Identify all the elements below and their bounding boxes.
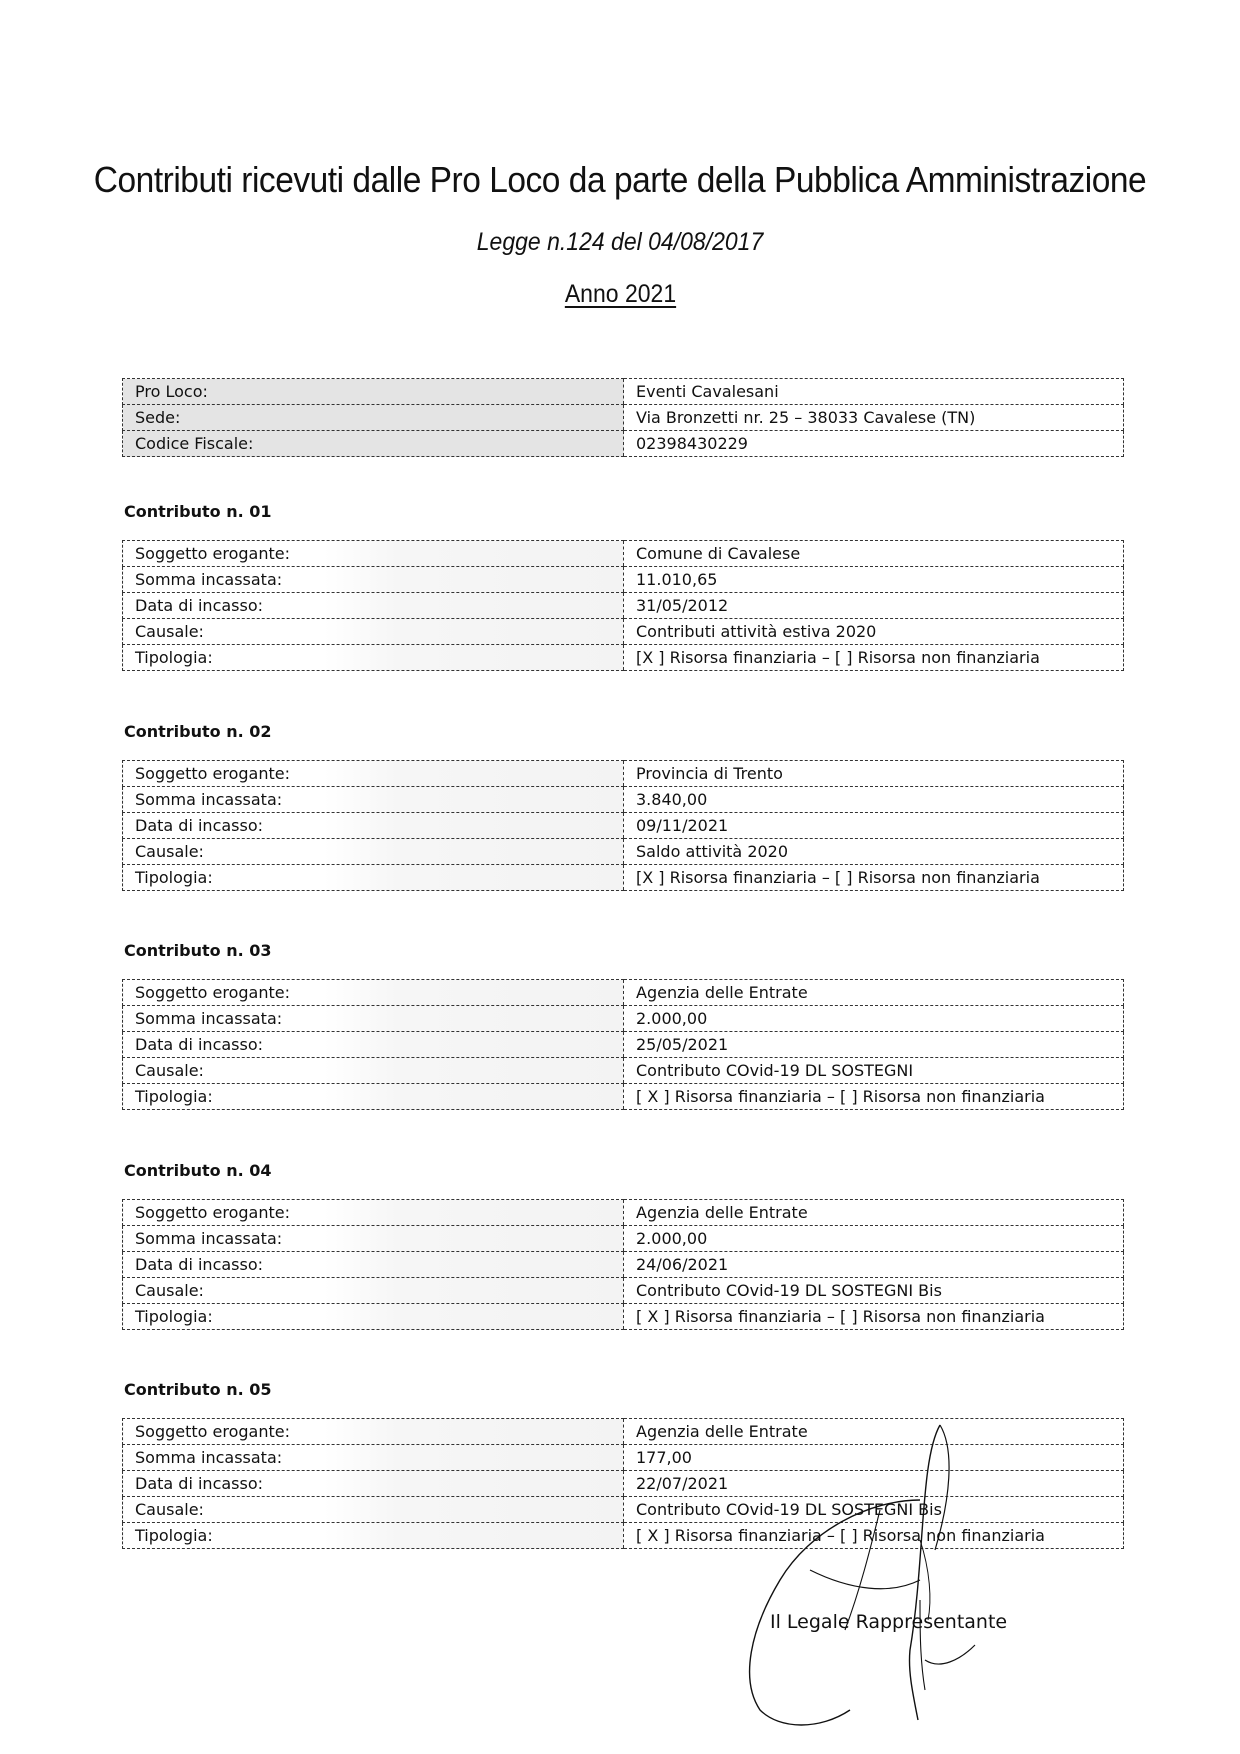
- field-value: 2.000,00: [624, 1006, 1124, 1032]
- field-value: 177,00: [624, 1445, 1124, 1471]
- field-value: Provincia di Trento: [624, 761, 1124, 787]
- info-label: Codice Fiscale:: [123, 431, 624, 457]
- pro-loco-info-table: [122, 378, 1124, 457]
- signature-label: Il Legale Rappresentante: [770, 1611, 1008, 1633]
- field-label: Soggetto erogante:: [123, 980, 624, 1006]
- contributo-heading-05: Contributo n. 05: [124, 1380, 272, 1399]
- contributo-row-causale: [123, 1278, 1124, 1304]
- field-label: Causale:: [123, 839, 624, 865]
- field-label: Somma incassata:: [123, 567, 624, 593]
- field-label: Somma incassata:: [123, 1445, 624, 1471]
- contributo-heading-03: Contributo n. 03: [124, 941, 272, 960]
- contributo-row-causale: [123, 1058, 1124, 1084]
- contributo-row-soggetto: [123, 1200, 1124, 1226]
- field-label: Data di incasso:: [123, 813, 624, 839]
- contributo-row-somma: [123, 1006, 1124, 1032]
- field-label: Causale:: [123, 619, 624, 645]
- contributo-row-causale: [123, 619, 1124, 645]
- field-value: Agenzia delle Entrate: [624, 1419, 1124, 1445]
- info-value: Via Bronzetti nr. 25 – 38033 Cavalese (TN): [624, 405, 1124, 431]
- contributo-heading-01: Contributo n. 01: [124, 502, 272, 521]
- info-value: 02398430229: [624, 431, 1124, 457]
- field-label: Data di incasso:: [123, 1252, 624, 1278]
- info-row-sede: [123, 405, 1124, 431]
- contributo-table-04: [122, 1199, 1124, 1330]
- contributo-row-tipologia: [123, 865, 1124, 891]
- contributo-row-data: [123, 593, 1124, 619]
- field-value: Contributi attività estiva 2020: [624, 619, 1124, 645]
- info-row-codice-fiscale: [123, 431, 1124, 457]
- field-label: Somma incassata:: [123, 787, 624, 813]
- field-label: Data di incasso:: [123, 1032, 624, 1058]
- field-value: 22/07/2021: [624, 1471, 1124, 1497]
- field-value: [ X ] Risorsa finanziaria – [ ] Risorsa non finanziaria: [624, 1084, 1124, 1110]
- field-value: [X ] Risorsa finanziaria – [ ] Risorsa non finanziaria: [624, 645, 1124, 671]
- field-value: 2.000,00: [624, 1226, 1124, 1252]
- contributo-row-data: [123, 1032, 1124, 1058]
- info-row-pro-loco: [123, 379, 1124, 405]
- document-year: [0, 278, 1240, 310]
- field-value: Contributo COvid-19 DL SOSTEGNI Bis: [624, 1497, 1124, 1523]
- field-label: Tipologia:: [123, 1523, 624, 1549]
- field-value: 31/05/2012: [624, 593, 1124, 619]
- contributo-row-tipologia: [123, 1304, 1124, 1330]
- contributo-row-causale: [123, 839, 1124, 865]
- field-value: [X ] Risorsa finanziaria – [ ] Risorsa non finanziaria: [624, 865, 1124, 891]
- field-value: 24/06/2021: [624, 1252, 1124, 1278]
- field-value: Agenzia delle Entrate: [624, 1200, 1124, 1226]
- field-label: Soggetto erogante:: [123, 761, 624, 787]
- contributo-table-01: [122, 540, 1124, 671]
- field-label: Tipologia:: [123, 865, 624, 891]
- field-label: Somma incassata:: [123, 1006, 624, 1032]
- field-value: Contributo COvid-19 DL SOSTEGNI: [624, 1058, 1124, 1084]
- contributo-row-somma: [123, 567, 1124, 593]
- contributo-row-somma: [123, 1226, 1124, 1252]
- contributo-row-soggetto: [123, 541, 1124, 567]
- field-label: Causale:: [123, 1058, 624, 1084]
- field-label: Tipologia:: [123, 645, 624, 671]
- law-reference: Legge n.124 del 04/08/2017: [476, 228, 764, 256]
- field-value: [ X ] Risorsa finanziaria – [ ] Risorsa non finanziaria: [624, 1304, 1124, 1330]
- field-label: Causale:: [123, 1278, 624, 1304]
- field-label: Data di incasso:: [123, 1471, 624, 1497]
- year-label: Anno 2021: [564, 280, 676, 308]
- field-label: Causale:: [123, 1497, 624, 1523]
- info-label: Sede:: [123, 405, 624, 431]
- contributo-row-data: [123, 813, 1124, 839]
- field-label: Soggetto erogante:: [123, 1200, 624, 1226]
- field-label: Soggetto erogante:: [123, 1419, 624, 1445]
- field-label: Soggetto erogante:: [123, 541, 624, 567]
- field-label: Tipologia:: [123, 1304, 624, 1330]
- field-value: 25/05/2021: [624, 1032, 1124, 1058]
- contributo-row-soggetto: [123, 980, 1124, 1006]
- contributo-row-tipologia: [123, 645, 1124, 671]
- field-value: Comune di Cavalese: [624, 541, 1124, 567]
- contributo-table-02: [122, 760, 1124, 891]
- field-label: Tipologia:: [123, 1084, 624, 1110]
- field-value: Contributo COvid-19 DL SOSTEGNI Bis: [624, 1278, 1124, 1304]
- contributo-heading-02: Contributo n. 02: [124, 722, 272, 741]
- info-value: Eventi Cavalesani: [624, 379, 1124, 405]
- field-value: Agenzia delle Entrate: [624, 980, 1124, 1006]
- field-value: 3.840,00: [624, 787, 1124, 813]
- contributo-table-03: [122, 979, 1124, 1110]
- field-label: Data di incasso:: [123, 593, 624, 619]
- handwritten-signature: [720, 1420, 980, 1740]
- field-value: 09/11/2021: [624, 813, 1124, 839]
- contributo-heading-04: Contributo n. 04: [124, 1161, 272, 1180]
- field-value: Saldo attività 2020: [624, 839, 1124, 865]
- field-value: [ X ] Risorsa finanziaria – [ ] Risorsa non finanziaria: [624, 1523, 1124, 1549]
- field-label: Somma incassata:: [123, 1226, 624, 1252]
- document-title: Contributi ricevuti dalle Pro Loco da parte della Pubblica Amministrazione: [93, 159, 1147, 200]
- field-value: 11.010,65: [624, 567, 1124, 593]
- info-label: Pro Loco:: [123, 379, 624, 405]
- contributo-row-data: [123, 1252, 1124, 1278]
- contributo-row-soggetto: [123, 761, 1124, 787]
- contributo-row-somma: [123, 787, 1124, 813]
- contributo-row-tipologia: [123, 1084, 1124, 1110]
